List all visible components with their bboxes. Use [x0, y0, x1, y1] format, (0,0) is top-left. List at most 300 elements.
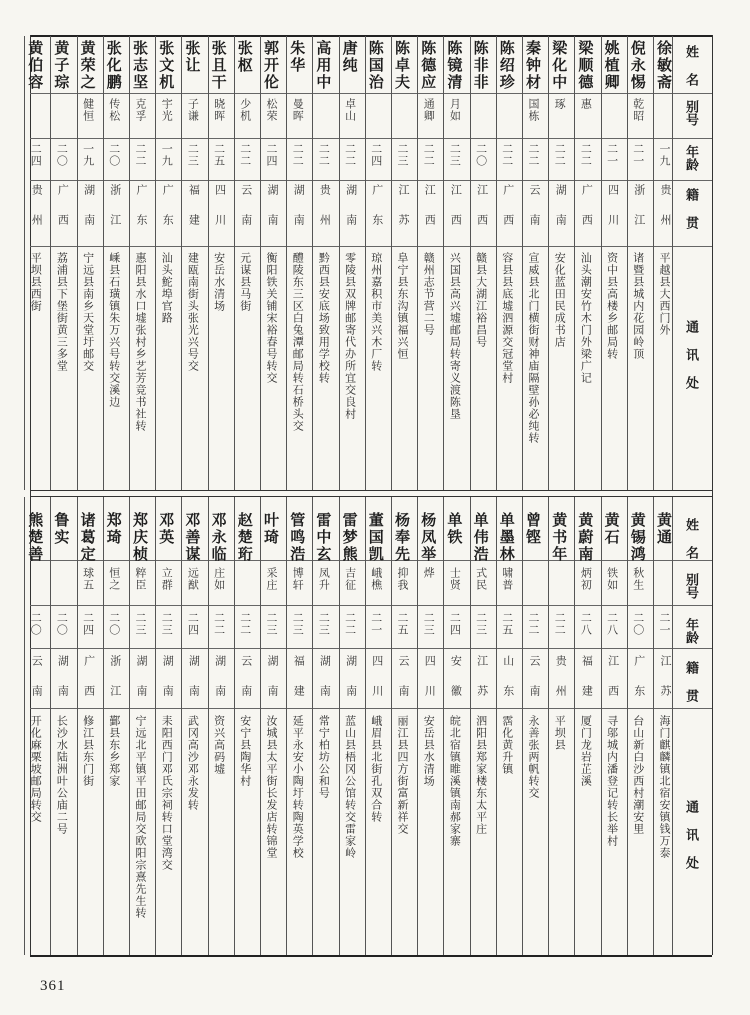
top-entry-origin-province: 贵 — [30, 184, 44, 195]
column-divider — [496, 36, 497, 490]
top-entry-origin-province: 云 — [528, 184, 541, 195]
top-entry-origin-region: 东 — [135, 214, 148, 225]
top-entry-name: 张志坚 — [131, 40, 149, 91]
column-divider — [260, 497, 261, 955]
bottom-entry-name: 叶琦 — [262, 512, 280, 546]
bottom-entry-name: 曾铿 — [524, 512, 542, 546]
top-entry-name: 陈国治 — [366, 40, 385, 91]
top-entry-name: 黄子琮 — [52, 40, 71, 91]
column-divider — [672, 497, 673, 955]
header-name: 姓 名 — [683, 45, 698, 86]
bottom-entry-name: 单墨林 — [497, 512, 516, 563]
row-divider — [30, 648, 712, 649]
bottom-entry-name: 黄书年 — [550, 512, 569, 563]
bottom-entry-age: 二二 — [527, 612, 540, 636]
top-entry-name: 梁顺德 — [576, 40, 595, 91]
top-entry-origin-province: 湖 — [266, 184, 279, 195]
top-entry-origin-region: 南 — [266, 214, 279, 225]
header-origin: 籍 贯 — [683, 188, 698, 229]
top-entry-address: 黔西县安底场致用学校转 — [317, 252, 331, 384]
top-entry-alias: 卓山 — [343, 98, 357, 122]
bottom-entry-origin-region: 江 — [108, 685, 122, 696]
bottom-entry-origin-region: 南 — [528, 685, 541, 696]
bottom-entry-origin-region: 西 — [606, 685, 620, 696]
bottom-entry-address: 延平永安小陶圩转陶英学校 — [291, 715, 305, 859]
bottom-entry-name: 邓永临 — [209, 512, 228, 563]
bottom-entry-origin-province: 四 — [423, 655, 437, 666]
column-divider — [443, 497, 444, 955]
column-divider — [234, 36, 235, 490]
row-divider — [30, 246, 712, 247]
bottom-entry-origin-province: 云 — [528, 655, 541, 666]
bottom-entry-origin-province: 广 — [82, 655, 96, 666]
top-entry-origin-province: 湖 — [344, 184, 358, 195]
top-entry-address: 平越县大西门外 — [658, 252, 671, 336]
top-entry-address: 诸暨县城内花园岭顶 — [631, 252, 645, 360]
top-entry-address: 宣威县北门横街财神庙隔壁孙必纯转 — [527, 252, 540, 444]
top-entry-origin-region: 南 — [528, 214, 541, 225]
top-entry-age: 二二 — [422, 143, 436, 167]
column-divider — [522, 497, 523, 955]
bottom-entry-origin-region: 东 — [632, 685, 646, 696]
bottom-entry-name: 郑庆桢 — [131, 512, 149, 563]
column-divider — [391, 497, 392, 955]
top-entry-address: 嵊县石璜镇朱万兴号转交溪边 — [107, 252, 121, 408]
top-entry-origin-province: 江 — [449, 184, 463, 195]
bottom-entry-alias: 式民 — [474, 567, 488, 591]
top-entry-age: 二〇 — [474, 143, 488, 167]
column-divider — [339, 36, 340, 490]
bottom-entry-name: 邓善谋 — [183, 512, 202, 563]
top-entry-age: 一九 — [658, 143, 671, 167]
top-entry-alias: 少机 — [238, 98, 252, 122]
column-divider — [129, 497, 130, 955]
top-entry-origin-province: 广 — [56, 184, 70, 195]
bottom-entry-age: 二〇 — [29, 612, 43, 636]
top-entry-alias: 乾昭 — [631, 98, 645, 122]
column-divider — [417, 497, 418, 955]
top-entry-age: 二〇 — [107, 143, 121, 167]
bottom-entry-age: 二三 — [160, 612, 174, 636]
top-entry-alias: 子谦 — [186, 98, 200, 122]
bottom-entry-name: 黄锡鸿 — [628, 512, 647, 563]
bottom-entry-alias: 抑我 — [396, 567, 409, 591]
bottom-entry-address: 武冈高沙邓永发转 — [186, 715, 200, 811]
top-entry-origin-region: 西 — [580, 214, 594, 225]
column-divider — [103, 36, 104, 490]
bottom-entry-name: 黄通 — [655, 512, 673, 546]
top-entry-origin-region: 建 — [187, 214, 201, 225]
top-entry-origin-region: 西 — [475, 214, 489, 225]
bottom-entry-address: 长沙水陆洲叶公庙二号 — [55, 715, 69, 835]
bottom-entry-origin-region: 川 — [423, 685, 437, 696]
column-divider — [312, 497, 313, 955]
bottom-entry-alias: 粹臣 — [134, 567, 147, 591]
bottom-entry-name: 黄蔚南 — [576, 512, 595, 563]
bottom-entry-origin-region: 南 — [161, 685, 175, 696]
bottom-entry-origin-province: 湖 — [266, 655, 279, 666]
top-entry-address: 元谋县马街 — [238, 252, 252, 312]
bottom-entry-origin-region: 西 — [82, 685, 96, 696]
top-entry-origin-province: 广 — [580, 184, 594, 195]
bottom-entry-name: 邓英 — [157, 512, 176, 546]
column-divider — [601, 497, 602, 955]
top-entry-origin-region: 江 — [108, 214, 122, 225]
bottom-entry-alias: 恒之 — [107, 567, 121, 591]
top-entry-address: 兴国县高兴墟邮局转寄义渡陈垦 — [448, 252, 462, 420]
bottom-entry-origin-region: 南 — [397, 685, 410, 696]
top-entry-origin-province: 贵 — [659, 184, 672, 195]
top-entry-age: 二二 — [579, 143, 593, 167]
column-divider — [234, 497, 235, 955]
bottom-entry-origin-region: 州 — [554, 685, 568, 696]
top-entry-address: 赣州志节营二号 — [422, 252, 436, 336]
top-entry-name: 倪永惕 — [628, 40, 647, 91]
top-entry-address: 琼州嘉积市美兴木厂转 — [369, 252, 383, 372]
bottom-entry-origin-province: 山 — [501, 655, 515, 666]
bottom-entry-address: 鄞县东乡郑家 — [107, 715, 121, 787]
row-divider — [30, 180, 712, 181]
top-entry-age: 二一 — [605, 143, 619, 167]
top-entry-name: 陈德应 — [419, 40, 438, 91]
top-entry-age: 二二 — [343, 143, 357, 167]
column-divider — [470, 497, 471, 955]
column-divider — [653, 36, 654, 490]
bottom-entry-origin-region: 南 — [56, 685, 70, 696]
header-alias: 别号 — [683, 100, 698, 126]
top-entry-address: 赣县大湖江裕昌号 — [474, 252, 488, 348]
top-entry-address: 宁远县南乡天堂圩邮交 — [81, 252, 95, 372]
top-entry-origin-region: 南 — [554, 214, 568, 225]
bottom-entry-origin-region: 建 — [580, 685, 594, 696]
bottom-entry-name: 杨奉先 — [393, 512, 411, 563]
bottom-entry-origin-province: 贵 — [554, 655, 568, 666]
top-entry-age: 二三 — [396, 143, 409, 167]
column-divider — [339, 497, 340, 955]
top-entry-age: 二二 — [527, 143, 540, 167]
top-entry-origin-region: 东 — [370, 214, 384, 225]
bottom-entry-age: 二〇 — [107, 612, 121, 636]
top-entry-name: 张文机 — [157, 40, 176, 91]
top-entry-age: 一九 — [160, 143, 174, 167]
bottom-entry-origin-region: 川 — [370, 685, 384, 696]
top-entry-origin-province: 广 — [501, 184, 515, 195]
top-entry-age: 二三 — [186, 143, 200, 167]
column-divider — [181, 497, 182, 955]
column-divider — [312, 36, 313, 490]
top-entry-name: 高用中 — [314, 40, 333, 91]
top-entry-origin-region: 州 — [659, 214, 672, 225]
top-entry-name: 张让 — [183, 40, 202, 74]
top-entry-age: 二二 — [238, 143, 252, 167]
column-divider — [653, 497, 654, 955]
top-entry-origin-region: 西 — [449, 214, 463, 225]
top-entry-origin-region: 州 — [318, 214, 332, 225]
bottom-entry-origin-region: 南 — [344, 685, 358, 696]
bottom-entry-origin-province: 湖 — [56, 655, 70, 666]
column-divider — [627, 497, 628, 955]
column-divider — [672, 36, 673, 490]
header-age: 年龄 — [683, 145, 698, 171]
top-entry-alias: 晓晖 — [212, 98, 226, 122]
top-entry-address: 衡阳铁关铺宋裕春号转交 — [265, 252, 278, 384]
column-divider — [365, 497, 366, 955]
bottom-entry-origin-province: 湖 — [161, 655, 175, 666]
bottom-entry-address: 丽江县四方街富新祥交 — [396, 715, 409, 835]
top-entry-address: 醴陵东三区白兔潭邮局转石桥头交 — [291, 252, 305, 432]
bottom-entry-age: 二一 — [369, 612, 383, 636]
bottom-entry-name: 诸葛定 — [78, 512, 97, 563]
column-divider — [208, 36, 209, 490]
bottom-entry-alias: 球五 — [81, 567, 95, 591]
top-entry-origin-province: 四 — [213, 184, 227, 195]
top-entry-alias: 松荣 — [265, 98, 278, 122]
top-entry-alias: 通卿 — [422, 98, 436, 122]
bottom-entry-address: 平坝县 — [553, 715, 567, 751]
bottom-entry-age: 二八 — [579, 612, 593, 636]
bottom-entry-origin-region: 南 — [318, 685, 332, 696]
bottom-entry-age: 二三 — [317, 612, 331, 636]
top-entry-origin-region: 苏 — [397, 214, 410, 225]
page-number: 361 — [40, 978, 66, 994]
top-entry-alias: 克孚 — [134, 98, 147, 122]
bottom-entry-address: 泗阳县郑家楼东太平庄 — [474, 715, 488, 835]
top-entry-alias: 曼晖 — [291, 98, 305, 122]
top-entry-name: 陈绍珍 — [497, 40, 516, 91]
bottom-entry-name: 杨凤举 — [419, 512, 438, 563]
top-entry-origin-province: 福 — [187, 184, 201, 195]
header-address: 通 讯 处 — [683, 320, 698, 389]
bottom-entry-origin-province: 江 — [475, 655, 489, 666]
top-entry-address: 安化蓝田民成书店 — [553, 252, 567, 348]
bottom-entry-age: 二三 — [265, 612, 278, 636]
top-entry-address: 安岳水清场 — [212, 252, 226, 312]
top-entry-name: 梁化中 — [550, 40, 569, 91]
top-entry-alias: 传松 — [107, 98, 121, 122]
top-entry-origin-province: 江 — [397, 184, 410, 195]
bottom-entry-name: 董国凯 — [366, 512, 385, 563]
top-entry-alias: 月如 — [448, 98, 462, 122]
row-divider — [30, 605, 712, 606]
top-entry-origin-region: 西 — [56, 214, 70, 225]
bottom-entry-origin-province: 湖 — [344, 655, 358, 666]
bottom-entry-address: 皖北宿镇睢溪镇南郝家寨 — [448, 715, 462, 847]
top-entry-origin-province: 云 — [239, 184, 253, 195]
bottom-entry-alias: 远猷 — [186, 567, 200, 591]
top-entry-origin-region: 南 — [344, 214, 358, 225]
bottom-entry-alias: 博轩 — [291, 567, 305, 591]
top-entry-age: 二四 — [369, 143, 383, 167]
page-border-top — [30, 35, 712, 37]
top-entry-alias: 琢 — [553, 98, 567, 110]
bottom-entry-origin-region: 南 — [266, 685, 279, 696]
top-entry-origin-province: 湖 — [554, 184, 568, 195]
bottom-entry-alias: 立群 — [160, 567, 174, 591]
bottom-entry-age: 二八 — [605, 612, 619, 636]
top-entry-age: 二三 — [448, 143, 462, 167]
top-entry-name: 张枢 — [235, 40, 254, 74]
top-entry-address: 汕头鮀埠官路 — [160, 252, 174, 324]
top-entry-age: 二二 — [500, 143, 514, 167]
bottom-entry-origin-province: 湖 — [135, 655, 148, 666]
bottom-entry-origin-region: 苏 — [475, 685, 489, 696]
bottom-entry-address: 台山新白沙西村潮安里 — [631, 715, 645, 835]
column-divider — [181, 36, 182, 490]
top-entry-alias: 惠 — [579, 98, 593, 110]
header-age: 年龄 — [683, 618, 698, 644]
top-entry-origin-region: 南 — [292, 214, 306, 225]
top-entry-address: 惠阳县水口墟张村乡艺芳竞书社转 — [134, 252, 147, 432]
column-divider — [574, 36, 575, 490]
column-divider — [601, 36, 602, 490]
bottom-entry-age: 二三 — [134, 612, 147, 636]
column-divider — [286, 36, 287, 490]
bottom-entry-name: 单铁 — [445, 512, 464, 546]
header-address: 通 讯 处 — [683, 800, 698, 869]
column-divider — [24, 36, 25, 490]
row-divider — [30, 93, 712, 94]
top-entry-origin-region: 江 — [632, 214, 646, 225]
column-divider — [155, 497, 156, 955]
top-entry-origin-province: 广 — [135, 184, 148, 195]
header-alias: 别号 — [683, 573, 698, 599]
bottom-entry-origin-province: 湖 — [213, 655, 227, 666]
column-divider — [50, 36, 51, 490]
column-divider — [627, 36, 628, 490]
top-entry-address: 零陵县双牌邮寄代办所宜交良村 — [343, 252, 357, 420]
header-origin: 籍 贯 — [683, 661, 698, 702]
row-divider — [30, 708, 712, 709]
column-divider — [77, 497, 78, 955]
top-entry-age: 二二 — [317, 143, 331, 167]
top-entry-age: 二四 — [29, 143, 43, 167]
top-entry-age: 一九 — [81, 143, 95, 167]
bottom-entry-address: 汝城县太平街长发店转锦堂 — [265, 715, 278, 859]
bottom-entry-alias: 峨樵 — [369, 567, 383, 591]
bottom-entry-origin-region: 南 — [30, 685, 44, 696]
bottom-entry-address: 海门麒麟镇北宿安镇钱万泰 — [658, 715, 671, 859]
column-divider — [365, 36, 366, 490]
top-entry-address: 资中县高楼乡邮局转 — [605, 252, 619, 360]
bottom-entry-address: 资兴高码墟 — [212, 715, 226, 775]
bottom-entry-age: 二二 — [343, 612, 357, 636]
bottom-entry-age: 二二 — [238, 612, 252, 636]
header-name: 姓 名 — [683, 518, 698, 559]
top-entry-age: 二四 — [265, 143, 278, 167]
top-entry-origin-province: 广 — [370, 184, 384, 195]
top-entry-origin-province: 贵 — [318, 184, 332, 195]
bottom-entry-origin-province: 江 — [606, 655, 620, 666]
bottom-entry-origin-province: 广 — [632, 655, 646, 666]
column-divider — [286, 497, 287, 955]
bottom-entry-age: 二四 — [186, 612, 200, 636]
bottom-entry-alias: 吉征 — [343, 567, 357, 591]
bottom-entry-origin-region: 南 — [239, 685, 253, 696]
top-entry-name: 陈非非 — [471, 40, 490, 91]
bottom-entry-origin-province: 湖 — [187, 655, 201, 666]
bottom-entry-address: 修江县东门街 — [81, 715, 95, 787]
top-entry-address: 容县县底墟泗源交冠堂村 — [500, 252, 514, 384]
column-divider — [208, 497, 209, 955]
top-entry-age: 二二 — [291, 143, 305, 167]
bottom-entry-age: 二二 — [553, 612, 567, 636]
bottom-entry-address: 宁远北平镇平田邮局交欧阳宗熹先生转 — [134, 715, 147, 919]
top-entry-name: 朱华 — [288, 40, 307, 74]
bottom-entry-address: 寻邬城内潘登记转长举村 — [605, 715, 619, 847]
column-divider — [417, 36, 418, 490]
top-entry-origin-province: 江 — [475, 184, 489, 195]
row-divider — [30, 138, 712, 139]
bottom-entry-address: 开化麻栗坡邮局转交 — [29, 715, 43, 823]
column-divider — [470, 36, 471, 490]
bottom-entry-age: 二〇 — [631, 612, 645, 636]
bottom-entry-age: 二三 — [291, 612, 305, 636]
bottom-entry-name: 单伟浩 — [471, 512, 490, 563]
top-entry-origin-region: 西 — [501, 214, 515, 225]
top-entry-age: 二二 — [553, 143, 567, 167]
column-divider — [129, 36, 130, 490]
top-entry-alias: 健恒 — [81, 98, 95, 122]
bottom-entry-address: 安岳县水清场 — [422, 715, 436, 787]
bottom-entry-age: 二〇 — [55, 612, 69, 636]
top-entry-name: 郭开伦 — [262, 40, 280, 91]
top-entry-origin-region: 南 — [82, 214, 96, 225]
top-entry-name: 张且干 — [209, 40, 228, 91]
bottom-entry-origin-province: 浙 — [108, 655, 122, 666]
bottom-entry-address: 厦门龙岩芷溪 — [579, 715, 593, 787]
bottom-entry-name: 雷中玄 — [314, 512, 333, 563]
bottom-entry-origin-province: 江 — [659, 655, 672, 666]
bottom-entry-origin-province: 云 — [239, 655, 253, 666]
bottom-entry-origin-region: 东 — [501, 685, 515, 696]
bottom-entry-alias: 士贤 — [448, 567, 462, 591]
top-entry-name: 陈卓夫 — [393, 40, 411, 91]
column-divider — [50, 497, 51, 955]
bottom-entry-origin-region: 南 — [135, 685, 148, 696]
bottom-entry-name: 鲁实 — [52, 512, 71, 546]
bottom-entry-name: 郑琦 — [104, 512, 123, 546]
bottom-entry-origin-region: 南 — [187, 685, 201, 696]
top-entry-origin-province: 广 — [161, 184, 175, 195]
bottom-entry-alias: 炳初 — [579, 567, 593, 591]
top-entry-origin-province: 四 — [606, 184, 620, 195]
top-entry-address: 荔浦县下堡街黄三多堂 — [55, 252, 69, 372]
bottom-entry-name: 管鸣浩 — [288, 512, 307, 563]
bottom-entry-alias: 庄如 — [212, 567, 226, 591]
column-divider — [391, 36, 392, 490]
top-entry-origin-region: 川 — [213, 214, 227, 225]
section-divider — [30, 490, 712, 491]
column-divider — [155, 36, 156, 490]
bottom-entry-address: 永善张两帆转交 — [527, 715, 540, 799]
column-divider — [77, 36, 78, 490]
bottom-entry-name: 熊楚善 — [26, 512, 45, 563]
top-entry-age: 二二 — [134, 143, 147, 167]
top-entry-origin-province: 湖 — [82, 184, 96, 195]
top-entry-origin-region: 东 — [161, 214, 175, 225]
top-entry-address: 平坝县西街 — [29, 252, 43, 312]
bottom-entry-origin-region: 苏 — [659, 685, 672, 696]
section-divider — [30, 496, 712, 497]
top-entry-name: 唐纯 — [340, 40, 359, 74]
bottom-entry-age: 二五 — [500, 612, 514, 636]
bottom-entry-address: 峨眉县北街孔双合转 — [369, 715, 383, 823]
bottom-entry-origin-province: 云 — [30, 655, 44, 666]
top-entry-address: 阜宁县东沟镇福兴恒 — [396, 252, 409, 360]
top-entry-age: 二一 — [631, 143, 645, 167]
bottom-entry-alias: 采庄 — [265, 567, 278, 591]
bottom-entry-age: 二四 — [448, 612, 462, 636]
